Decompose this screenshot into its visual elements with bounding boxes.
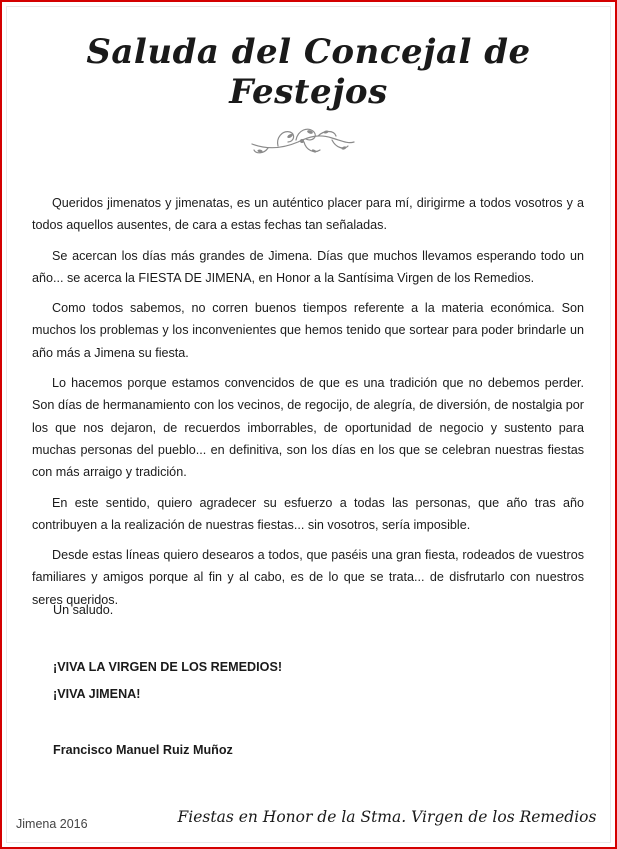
signature: Francisco Manuel Ruiz Muñoz xyxy=(53,743,233,757)
paragraph: Queridos jimenatos y jimenatas, es un auténtico placer para mí, dirigirme a todos vosotros y a todos aquellos ausentes, de cara a estas fechas tan señaladas. xyxy=(32,196,584,233)
paragraph: Desde estas líneas quiero desearos a todos, que paséis una gran fiesta, rodeados de vuestros familiares y amigos porque al fin y al cabo, es de lo que se trata... de disfrutarlo con nuestros seres queridos. xyxy=(32,548,584,607)
paragraph: Como todos sabemos, no corren buenos tiempos referente a la materia económica. Son muchos los problemas y los inconvenientes que hemos tenido que sortear para poder brindarle un año más a Jimena su fiesta. xyxy=(32,301,584,360)
footer-banner xyxy=(177,808,597,826)
footer-year: Jimena 2016 xyxy=(16,817,88,831)
page-title: Saluda del Concejal de Festejos xyxy=(86,32,531,112)
closing-greeting: Un saludo. xyxy=(53,603,114,617)
paragraph: Lo hacemos porque estamos convencidos de que es una tradición que no debemos perder. Son días de hermanamiento con los vecinos, de regocijo, de alegría, de diversión, de nostalgia por los que nos dejaron, de recuerdos imborrables, de oportunidad de negocio y sustento para muchas personas del pueblo... en definitiva, son los días en los que se celebran nuestras fiestas con más arraigo y tradición. xyxy=(32,376,584,480)
closing-cheer-virgen: ¡VIVA LA VIRGEN DE LOS REMEDIOS! xyxy=(53,660,283,674)
closing-cheer-jimena: ¡VIVA JIMENA! xyxy=(53,687,141,701)
floral-flourish-icon xyxy=(248,120,358,160)
letter-body xyxy=(32,192,584,613)
paragraph: En este sentido, quiero agradecer su esfuerzo a todas las personas, que año tras año contribuyen a la realización de nuestras fiestas... sin vosotros, sería imposible. xyxy=(32,495,584,532)
footer-title: Fiestas en Honor de la Stma. Virgen de los Remedios xyxy=(177,808,597,826)
paragraph: Se acercan los días más grandes de Jimena. Días que muchos llevamos esperando todo un año... se acerca la FIESTA DE JIMENA, en Honor a la Santísima Virgen de los Remedios. xyxy=(32,248,584,285)
